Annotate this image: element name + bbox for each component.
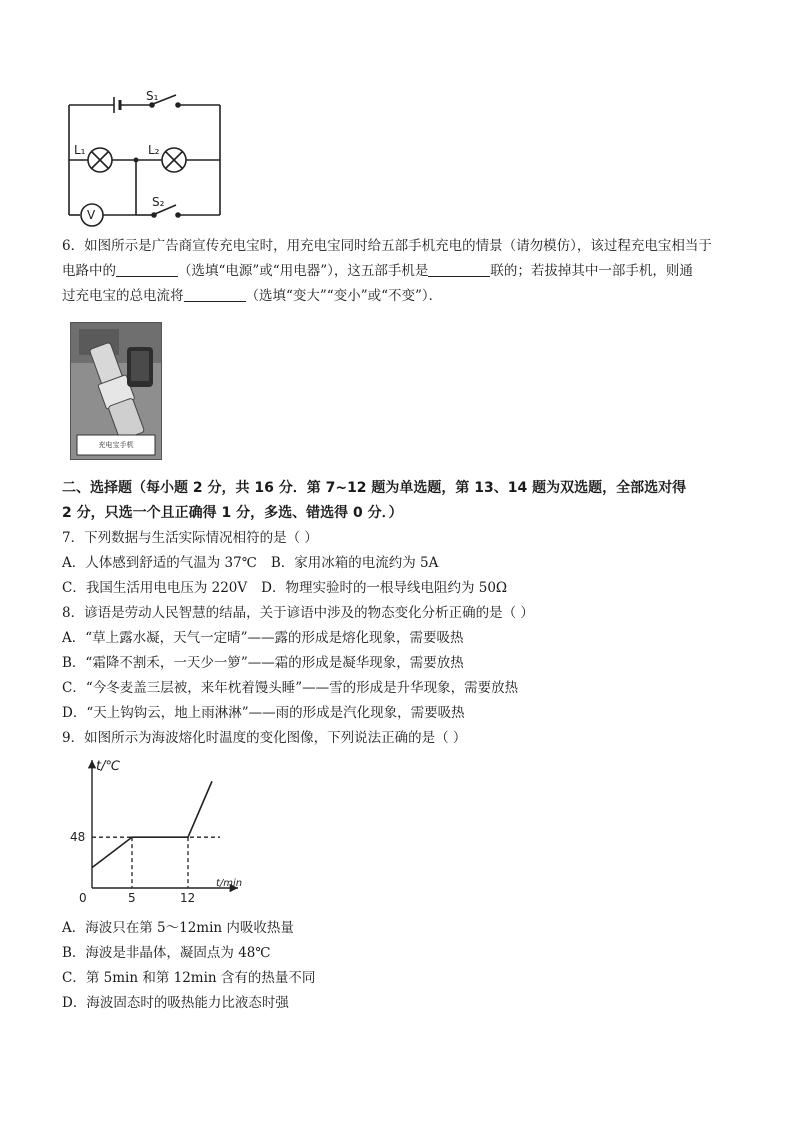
section2-heading-line1: 二、选择题（每小题 2 分，共 16 分．第 7~12 题为单选题，第 13、14 题为双选题，全部选对得 [62, 480, 687, 496]
q9-option-c: C．第 5min 和第 12min 含有的热量不同 [62, 970, 316, 986]
q7-option-b: B．家用冰箱的电流约为 5A [270, 555, 439, 571]
y-tick-48: 48 [70, 830, 86, 845]
circuit-diagram [60, 88, 230, 220]
y-axis-label: t/℃ [96, 759, 121, 774]
q7-row2 [62, 578, 507, 598]
q8-option-b: B．“霜降不割禾，一天少一箩”——霜的形成是凝华现象，需要放热 [62, 655, 464, 671]
q8-option-c: C．“今冬麦盖三层被，来年枕着馒头睡”——雪的形成是升华现象，需要放热 [62, 680, 519, 696]
x-axis-label: t/min [216, 878, 243, 889]
q7-option-a: A．人体感到舒适的气温为 37℃ [62, 555, 257, 571]
photo-caption: 充电宝手机 [98, 441, 134, 449]
q7-stem: 7．下列数据与生活实际情况相符的是（ ） [62, 530, 318, 546]
q8-option-a: A．“草上露水凝，天气一定晴”——露的形成是熔化现象，需要吸热 [62, 630, 464, 646]
q7-option-c: C．我国生活用电电压为 220V [62, 580, 248, 596]
q6-text-e: （选填“变大”“变小”或“不变”）． [245, 288, 443, 304]
q7-option-d: D．物理实验时的一根导线电阻约为 50Ω [261, 580, 508, 596]
q6-blank-3 [184, 287, 246, 302]
q6-line3 [62, 286, 442, 306]
x-tick-5: 5 [128, 891, 136, 905]
q6-blank-2 [428, 262, 490, 277]
q8-option-d: D．“天上钩钩云，地上雨淋淋”——雨的形成是汽化现象，需要吸热 [62, 705, 465, 721]
q9-option-d: D．海波固态时的吸热能力比液态时强 [62, 995, 289, 1011]
label-v: V [87, 208, 96, 222]
label-l2: L₂ [148, 143, 160, 157]
q7-row1 [62, 553, 438, 573]
q6-text-c: 联的；若拔掉其中一部手机，则通 [490, 263, 693, 279]
q9-stem: 9．如图所示为海波熔化时温度的变化图像，下列说法正确的是（ ） [62, 730, 467, 746]
label-s2: S₂ [152, 195, 165, 209]
x-tick-12: 12 [180, 891, 196, 905]
q8-stem: 8．谚语是劳动人民智慧的结晶，关于谚语中涉及的物态变化分析正确的是（ ） [62, 605, 534, 621]
q9-option-a: A．海波只在第 5～12min 内吸收热量 [62, 920, 294, 936]
q6-text-d: 过充电宝的总电流将 [62, 288, 184, 304]
origin-label: 0 [79, 891, 87, 905]
label-s1: S₁ [146, 89, 159, 103]
q6-text-b: （选填“电源”或“用电器”），这五部手机是 [178, 263, 429, 279]
temperature-curve [92, 781, 212, 867]
melting-chart [70, 752, 246, 905]
power-bank-photo [70, 322, 162, 460]
q6-line1: 6．如图所示是广告商宣传充电宝时，用充电宝同时给五部手机充电的情景（请勿模仿），该过程充电宝相当于 [62, 238, 712, 254]
q6-blank-1 [116, 262, 178, 277]
q6-text-a: 电路中的 [62, 263, 116, 279]
q9-option-b: B．海波是非晶体，凝固点为 48℃ [62, 945, 271, 961]
q6-line2 [62, 261, 693, 281]
section2-heading-line2: 2 分，只选一个且正确得 1 分，多选、错选得 0 分．） [62, 505, 403, 521]
label-l1: L₁ [74, 143, 86, 157]
